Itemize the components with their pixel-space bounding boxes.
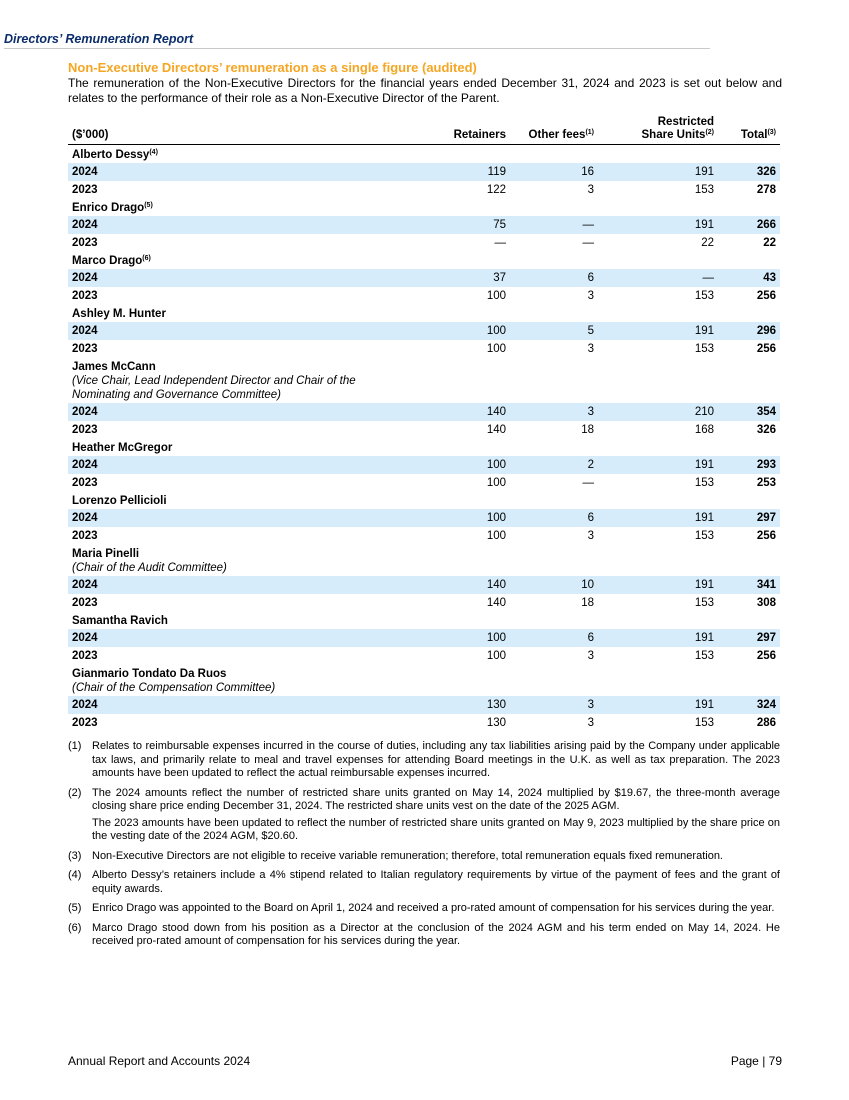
cell-year: 2023 [72,596,98,609]
footnote [68,787,780,847]
cell-other-fees: 3 [587,342,594,355]
director-name: Enrico Drago$^{(5)}$ [72,202,153,214]
cell-year: 2023 [72,476,98,489]
cell-other-fees: 3 [587,699,594,711]
footnote-text [92,787,780,847]
table-row [68,181,780,199]
table-row [68,322,780,340]
footnote-text [92,740,780,784]
report-header: Directors’ Remuneration Report [4,32,710,49]
table-row [68,421,780,439]
table-body [68,145,780,731]
cell-year: 2023 [72,423,98,436]
footnote-paragraph: The 2023 amounts have been updated to reflect the number of restricted share units granted on May 9, 2023 multiplied by the share price on the vesting date of the 2024 AGM, $20.60. [92,816,780,842]
footnote-paragraph: The 2024 amounts reflect the number of restricted share units granted on May 14, 2024 multiplied by $19.67, the three-month average closing share price ending December 31, 2024. The restricted share units vest on the date of the 2025 AGM. [92,786,780,812]
footnote-paragraph: Marco Drago stood down from his position as a Director at the conclusion of the 2024 AGM and his term ended on May 14, 2024. He received pro-rated amount of compensation for his services during the year. [92,921,780,947]
cell-restricted-share-units: 191 [694,579,714,591]
cell-year: 2023 [72,289,98,302]
footnote-number: (1) [68,740,82,752]
director-name: James McCann [72,361,156,373]
footnote-number: (3) [68,849,82,862]
cell-total: 22 [763,236,776,249]
section-title: Non-Executive Directors’ remuneration as a single figure (audited) [68,60,477,75]
column-header-restricted-share-units: Restricted Share Units$^{(2)}$ [641,116,714,141]
remuneration-table [68,112,780,731]
cell-total: 253 [756,476,776,489]
director-name-block [68,611,780,629]
cell-year: 2024 [72,219,98,231]
cell-total: 286 [756,716,776,729]
cell-restricted-share-units: 153 [694,476,714,489]
cell-retainers: 140 [486,423,506,436]
cell-retainers: 75 [493,219,506,231]
footnote-number: (4) [68,869,82,881]
cell-restricted-share-units: 210 [694,406,714,418]
cell-restricted-share-units: 191 [694,325,714,337]
cell-restricted-share-units: 191 [694,219,714,231]
table-row [68,594,780,612]
table-row [68,269,780,287]
director-name-block [68,304,780,322]
cell-restricted-share-units: 191 [694,512,714,524]
cell-restricted-share-units: 191 [694,459,714,471]
footnote [68,922,780,952]
cell-year: 2024 [72,459,98,471]
cell-retainers: 130 [486,716,506,729]
director-name: Ashley M. Hunter [72,308,166,320]
director-name: Samantha Ravich [72,615,168,627]
cell-year: 2023 [72,342,98,355]
cell-retainers: 100 [486,512,506,524]
cell-retainers: 130 [486,699,506,711]
cell-total: 354 [756,406,776,418]
table-row [68,576,780,594]
cell-retainers: 140 [486,596,506,609]
cell-year: 2023 [72,236,98,249]
director-name: Maria Pinelli [72,548,140,560]
cell-other-fees: 2 [587,459,594,471]
footer-page-number: Page | 79 [730,1054,782,1068]
table-row [68,287,780,305]
column-header-other-fees: Other fees$^{(1)}$ [528,129,594,141]
cell-restricted-share-units: 153 [694,342,714,355]
cell-other-fees: 6 [587,512,594,524]
footnote-ref: (6) [142,255,151,262]
director-name-block [68,664,780,696]
cell-other-fees: — [582,219,594,231]
footnote-paragraph: Relates to reimbursable expenses incurred in the course of duties, including any tax liabilities arising paid by the Company under applicable tax laws, and primarily relate to meal and travel expenses for attending Board meetings in the U.K. as well as tax preparation. The 2023 amounts have been updated to reflect the actual reimbursable expenses incurred. [92,740,780,779]
director-name-block [68,544,780,576]
cell-total: 297 [756,512,776,524]
cell-restricted-share-units: 191 [694,166,714,178]
cell-restricted-share-units: 153 [694,649,714,662]
table-row [68,403,780,421]
director-name-block [68,438,780,456]
table-row [68,216,780,234]
cell-year: 2024 [72,406,98,418]
cell-other-fees: 18 [581,596,594,609]
footnote [68,869,780,899]
table-row [68,696,780,714]
cell-restricted-share-units: 191 [694,632,714,644]
cell-retainers: 100 [486,476,506,489]
cell-other-fees: 18 [581,423,594,436]
cell-total: 266 [756,219,776,231]
cell-year: 2023 [72,529,98,542]
director-name-block [68,251,780,269]
intro-paragraph: The remuneration of the Non-Executive Directors for the financial years ended December 31, 2024 and 2023 is set out below and relates to the performance of their role as a Non-Executive Director of the Parent. [68,76,782,105]
cell-restricted-share-units: 153 [694,183,714,196]
column-header-retainers: Retainers [453,129,506,141]
table-row [68,527,780,545]
cell-total: 43 [763,272,776,284]
cell-total: 256 [756,649,776,662]
footnotes [68,740,780,955]
table-row [68,340,780,358]
cell-year: 2024 [72,325,98,337]
cell-other-fees: 3 [587,406,594,418]
director-name: Marco Drago$^{(6)}$ [72,255,151,267]
cell-other-fees: 3 [587,289,594,302]
table-row [68,234,780,252]
director-name-block [68,357,780,403]
cell-retainers: 100 [486,649,506,662]
footer-report-name: Annual Report and Accounts 2024 [68,1054,251,1068]
cell-total: 308 [756,596,776,609]
director-name-block [68,145,780,163]
cell-total: 326 [756,166,776,178]
cell-total: 326 [756,423,776,436]
cell-year: 2024 [72,632,98,644]
cell-total: 278 [756,183,776,196]
director-name-block [68,198,780,216]
cell-other-fees: 3 [587,529,594,542]
cell-other-fees: 6 [587,632,594,644]
cell-year: 2024 [72,166,98,178]
cell-restricted-share-units: 153 [694,716,714,729]
cell-restricted-share-units: 153 [694,529,714,542]
cell-retainers: 119 [487,166,506,178]
table-row [68,456,780,474]
cell-other-fees: — [582,476,594,489]
cell-restricted-share-units: 191 [694,699,714,711]
director-role: (Chair of the Audit Committee) [72,562,227,574]
footnote-paragraph: Non-Executive Directors are not eligible to receive variable remuneration; therefore, total remuneration equals fixed remuneration. [92,849,723,862]
cell-year: 2024 [72,512,98,524]
footnote-text [92,869,780,899]
footnote [68,740,780,784]
cell-year: 2024 [72,699,98,711]
footnote-ref: (4) [149,149,158,156]
cell-total: 293 [756,459,776,471]
cell-retainers: 100 [486,632,506,644]
footnote [68,850,780,867]
column-header-units: ($’000) [72,129,109,141]
table-row [68,629,780,647]
cell-other-fees: 16 [581,166,594,178]
cell-total: 256 [756,342,776,355]
footnote [68,902,780,919]
cell-restricted-share-units: — [702,272,714,284]
table-header [68,112,780,145]
footnote-number: (2) [68,786,82,799]
cell-year: 2024 [72,272,98,284]
cell-retainers: 100 [486,459,506,471]
director-role: (Vice Chair, Lead Independent Director and Chair of the Nominating and Governance Committee) [72,375,356,401]
cell-other-fees: 10 [581,579,594,591]
footnote-ref: (5) [144,202,153,209]
cell-total: 324 [756,699,776,711]
footnote-number: (6) [68,921,82,934]
table-row [68,509,780,527]
table-row [68,474,780,492]
cell-other-fees: 3 [587,716,594,729]
cell-other-fees: 6 [587,272,594,284]
footnote-text [92,922,780,952]
cell-year: 2023 [72,716,98,729]
cell-retainers: 100 [486,529,506,542]
footnote-number: (5) [68,902,82,914]
cell-restricted-share-units: 153 [694,289,714,302]
cell-other-fees: 5 [587,325,594,337]
table-row [68,163,780,181]
footnote-text [92,850,780,867]
column-header-total: Total$^{(3)}$ [740,129,776,141]
cell-year: 2023 [72,183,98,196]
footnote-text [92,902,780,919]
cell-year: 2024 [72,579,98,591]
cell-total: 256 [756,289,776,302]
director-name: Alberto Dessy$^{(4)}$ [72,149,158,161]
cell-total: 297 [756,632,776,644]
cell-other-fees: 3 [587,649,594,662]
cell-retainers: 122 [486,183,506,196]
cell-restricted-share-units: 153 [694,596,714,609]
footnote-paragraph: Alberto Dessy’s retainers include a 4% stipend related to Italian regulatory requirements by virtue of the payment of fees and the grant of equity awards. [92,869,780,895]
cell-retainers: — [494,236,506,249]
director-name: Lorenzo Pellicioli [72,495,167,507]
director-name-block [68,491,780,509]
table-row [68,714,780,732]
cell-retainers: 37 [493,272,506,284]
cell-restricted-share-units: 168 [694,423,714,436]
cell-retainers: 100 [486,289,506,302]
cell-other-fees: 3 [587,183,594,196]
cell-other-fees: — [582,236,594,249]
cell-retainers: 100 [486,325,506,337]
footnote-paragraph: Enrico Drago was appointed to the Board on April 1, 2024 and received a pro-rated amount of compensation for his services during the year. [92,902,775,914]
cell-year: 2023 [72,649,98,662]
cell-total: 341 [756,579,776,591]
cell-total: 256 [756,529,776,542]
cell-retainers: 140 [486,406,506,418]
director-role: (Chair of the Compensation Committee) [72,682,276,694]
cell-retainers: 140 [486,579,506,591]
director-name: Heather McGregor [72,442,173,454]
table-row [68,647,780,665]
page-footer [68,1054,782,1068]
cell-total: 296 [756,325,776,337]
cell-restricted-share-units: 22 [701,236,714,249]
director-name: Gianmario Tondato Da Ruos [72,668,227,680]
cell-retainers: 100 [486,342,506,355]
